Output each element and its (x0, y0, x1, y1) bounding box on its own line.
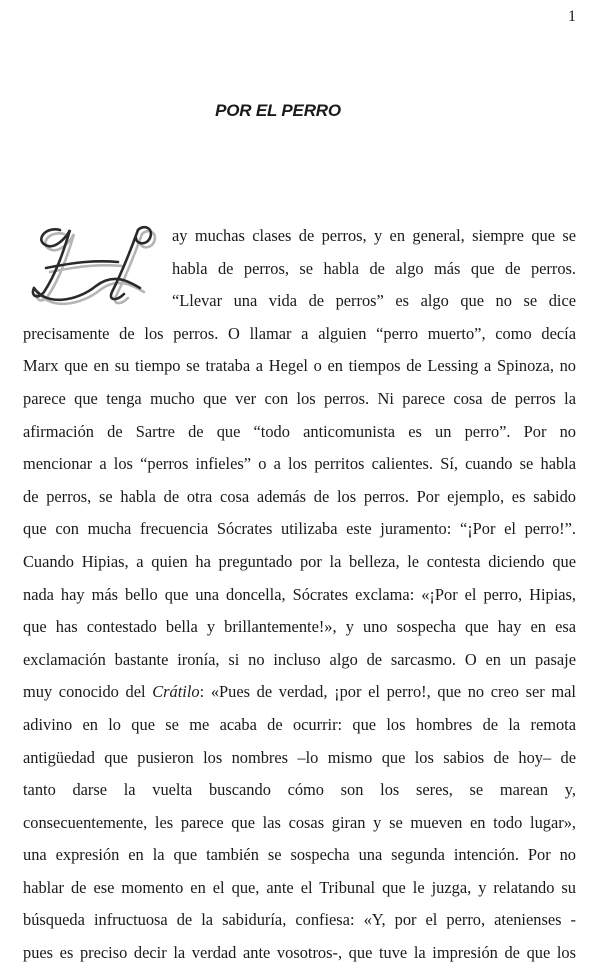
text-line: habla de perros, se habla de algo más que de perros. (172, 258, 576, 278)
page-number: 1 (568, 8, 576, 25)
text-line: tanto darse la vuelta buscando cómo son los seres, se marean y, (23, 780, 576, 800)
text-line: que has contestado bella y brillantemente!», y uno sospecha que hay en esa (23, 617, 576, 637)
text-line: afirmación de Sartre de que “todo anticomunista es un perro”. Por no (23, 421, 576, 441)
text-line: ay muchas clases de perros, y en general, siempre que se (172, 226, 576, 245)
text-line: Cuando Hipias, a quien ha preguntado por la belleza, le contesta diciendo que (23, 551, 576, 571)
text-line: consecuentemente, les parece que las cosas giran y se mueven en todo lugar», (23, 812, 576, 832)
text-line: una expresión en la que también se sospecha una segunda intención. Por no (23, 845, 576, 865)
text-line: precisamente de los perros. O llamar a alguien “perro muerto”, como decía (23, 323, 576, 343)
text-line: Marx que en su tiempo se trataba a Hegel o en tiempos de Lessing a Spinoza, no (23, 356, 576, 376)
text-line: búsqueda infructuosa de la sabiduría, confiesa: «Y, por el perro, atenienses - (23, 910, 576, 930)
text-line: hablar de ese momento en el que, ante el Tribunal que le juzga, y relatando su (23, 877, 576, 897)
body-text (23, 220, 576, 970)
text-line: mencionar a los “perros infieles” o a los perritos calientes. Sí, cuando se habla (23, 454, 576, 474)
text-line: que con mucha frecuencia Sócrates utilizaba este juramento: “¡Por el perro!”. (23, 519, 576, 539)
text-line: pues es preciso decir la verdad ante vosotros-, que tuve la impresión de que los (23, 943, 576, 963)
text-line: parece que tenga mucho que ver con los perros. Ni parece cosa de perros la (23, 388, 576, 408)
text-line: nada hay más bello que una doncella, Sócrates exclama: «¡Por el perro, Hipias, (23, 584, 576, 604)
page-title: POR EL PERRO (215, 101, 341, 120)
text-line: exclamación bastante ironía, si no incluso algo de sarcasmo. O en un pasaje (23, 649, 576, 669)
text-line: “Llevar una vida de perros” es algo que no se dice (172, 291, 576, 311)
text-line: antigüedad que pusieron los nombres –lo mismo que los sabios de hoy– de (23, 747, 576, 767)
text-line-with-italic (23, 676, 576, 709)
work-title-italic: Crátilo (152, 682, 200, 702)
text-segment: : «Pues de verdad, ¡por el perro!, que no creo ser mal (199, 682, 576, 702)
text-line: adivino en lo que se me acaba de ocurrir: que los hombres de la remota (23, 714, 576, 734)
text-segment: muy conocido del (23, 682, 153, 702)
text-line: de perros, se habla de otra cosa además de los perros. Por ejemplo, es sabido (23, 486, 576, 506)
